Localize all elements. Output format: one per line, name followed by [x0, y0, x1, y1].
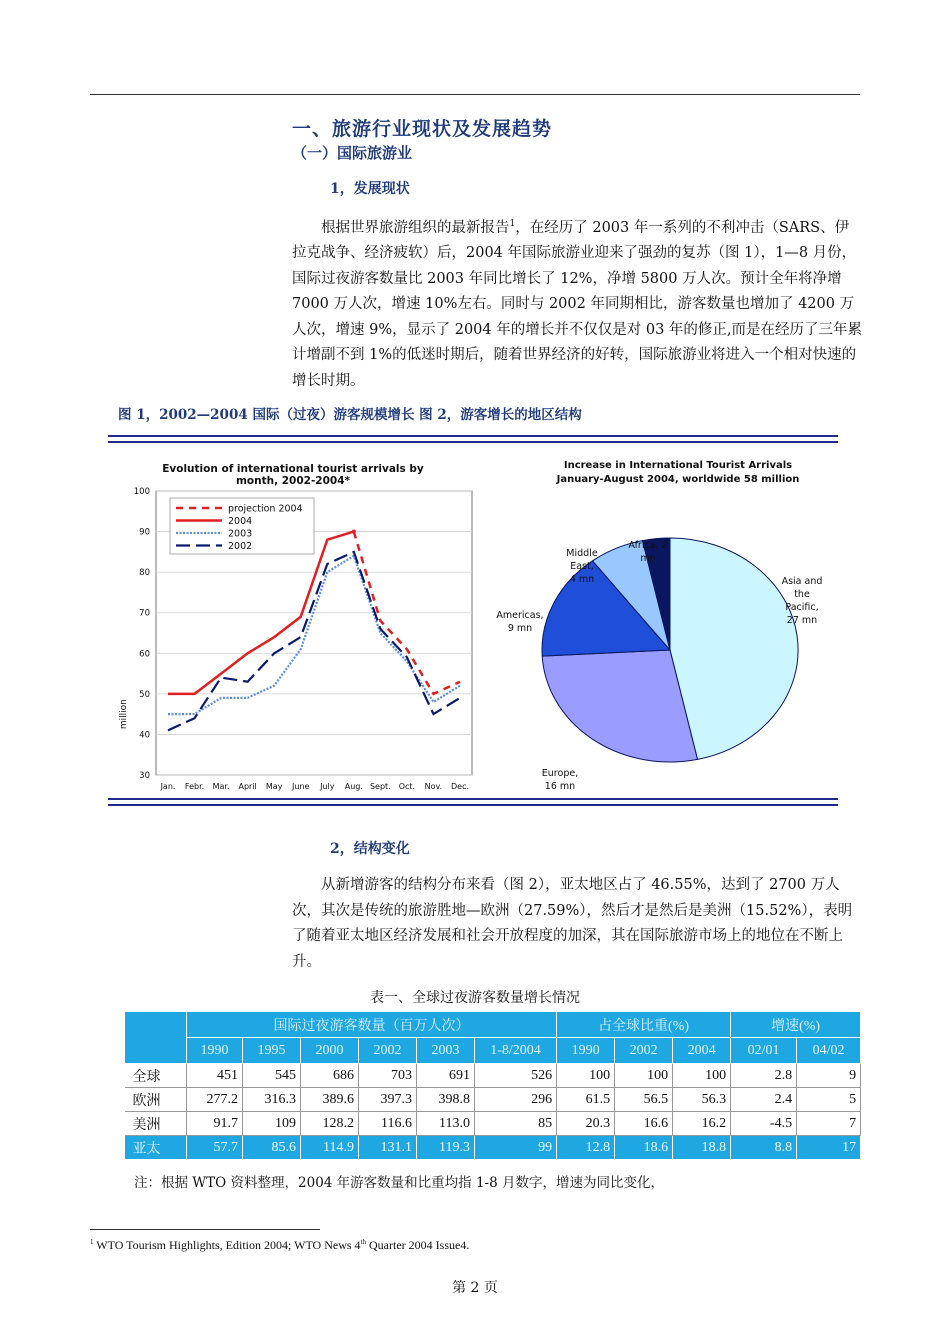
sub-header-cell: 2002: [359, 1038, 417, 1064]
table-cell: 20.3: [557, 1112, 615, 1136]
group-header-arrivals: 国际过夜游客数量（百万人次）: [187, 1012, 557, 1038]
table-cell: 57.7: [187, 1136, 243, 1160]
pie-slice-label: Asia and the Pacific, 27 mn: [781, 576, 823, 626]
table-row: [125, 1064, 861, 1088]
y-tick-label: 80: [139, 568, 150, 579]
table-cell: 691: [417, 1064, 475, 1088]
pie-chart: [496, 460, 822, 792]
charts-svg: [108, 452, 838, 797]
table-cell: 114.9: [301, 1136, 359, 1160]
pie-slice-label: Middle East, 4 mn: [566, 548, 598, 585]
table-cell: 18.8: [673, 1136, 731, 1160]
table-cell: 686: [301, 1064, 359, 1088]
table-cell: 5: [797, 1088, 861, 1112]
table-row: [125, 1088, 861, 1112]
table-corner-cell: [125, 1012, 187, 1064]
table-cell: 8.8: [731, 1136, 797, 1160]
sub-header-cell: 1-8/2004: [475, 1038, 557, 1064]
sub-header-cell: 2000: [301, 1038, 359, 1064]
table-cell: 61.5: [557, 1088, 615, 1112]
x-tick-label: July: [320, 782, 335, 791]
table-cell: 99: [475, 1136, 557, 1160]
table-group-header-row: [125, 1012, 861, 1038]
table-cell: 451: [187, 1064, 243, 1088]
table-cell: 9: [797, 1064, 861, 1088]
heading-structure-change: 2，结构变化: [330, 841, 410, 857]
table-cell: 296: [475, 1088, 557, 1112]
y-tick-label: 60: [139, 649, 150, 660]
table-cell: 91.7: [187, 1112, 243, 1136]
table-cell: 17: [797, 1136, 861, 1160]
footnote: $^1$ WTO Tourism Highlights, Edition 2004; WTO News 4th Quarter 2004 Issue4.: [90, 1238, 470, 1252]
y-tick-label: 90: [139, 527, 150, 538]
line-chart-title: Evolution of international tourist arrivals by month, 2002-2004*: [162, 463, 424, 487]
paragraph-development: 根据世界旅游组织的最新报告$^1$，在经历了 2003 年一系列的不利冲击（SARS、伊拉克战争、经济疲软）后，2004 年国际旅游业迎来了强劲的复苏（图 1），1—8 月份，国际过夜游客数量比 2003 年同比增长了 12%，净增 5800 万人次。预计全年将净增 7000 万人次，增速 10%左右。同时与 2002 年同期相比，游客数量也增加了 4200 万人次，增速 9%，显示了 2004 年的增长并不仅仅是对 03 年的修正,而是在经历了三年累计增副不到 1%的低迷时期后，随着世界经济的好转，国际旅游业将进入一个相对快速的增长时期。: [292, 219, 863, 389]
legend-label: projection 2004: [228, 503, 303, 515]
group-header-share: 占全球比重(%): [557, 1012, 731, 1038]
line-chart: [119, 463, 472, 791]
table-cell: 2.4: [731, 1088, 797, 1112]
sub-header-cell: 1990: [557, 1038, 615, 1064]
table-cell: 116.6: [359, 1112, 417, 1136]
x-tick-label: Dec.: [450, 782, 470, 791]
figure-bottom-band-2: [108, 804, 838, 806]
table-cell: 12.8: [557, 1136, 615, 1160]
y-tick-label: 30: [139, 771, 150, 781]
figures: [108, 452, 838, 801]
table-cell: 277.2: [187, 1088, 243, 1112]
table-row: [125, 1136, 861, 1160]
paragraph-structure: 从新增游客的结构分布来看（图 2），亚太地区占了 46.55%，达到了 2700 万人次，其次是传统的旅游胜地—欧洲（27.59%），然后才是然后是美洲（15.52%），表明了随着亚太地区经济发展和社会开放程度的加深，其在国际旅游市场上的地位在不断上升。: [292, 877, 853, 970]
section-title: 一、旅游行业现状及发展趋势: [292, 118, 553, 140]
y-tick-label: 100: [133, 487, 150, 497]
x-tick-label: Mar.: [212, 782, 230, 791]
legend-label: 2002: [228, 541, 253, 552]
table-cell: 703: [359, 1064, 417, 1088]
x-tick-label: Aug.: [344, 782, 363, 791]
x-tick-label: Jan.: [160, 782, 176, 791]
page-number: 第 2 页: [452, 1280, 498, 1296]
pie-chart-title: Increase in International Tourist Arrivals January-August 2004, worldwide 58 million: [556, 460, 800, 485]
sub-header-cell: 1990: [187, 1038, 243, 1064]
table-cell: 56.5: [615, 1088, 673, 1112]
row-label: 亚太: [125, 1136, 187, 1160]
pie-slice: [542, 650, 697, 762]
sub-header-cell: 2004: [673, 1038, 731, 1064]
figure-top-band-2: [108, 441, 838, 443]
table-cell: 398.8: [417, 1088, 475, 1112]
table-cell: 2.8: [731, 1064, 797, 1088]
pie-slice-label: Europe, 16 mn: [541, 768, 579, 792]
table-cell: 545: [243, 1064, 301, 1088]
pie-slice-label: Americas, 9 mn: [496, 610, 544, 634]
table-cell: 16.6: [615, 1112, 673, 1136]
row-label: 美洲: [125, 1112, 187, 1136]
heading-development-status: 1，发展现状: [330, 181, 410, 197]
subsection-title: （一）国际旅游业: [292, 144, 413, 162]
sub-header-cell: 2003: [417, 1038, 475, 1064]
header-rule: [90, 94, 860, 95]
table-cell: 7: [797, 1112, 861, 1136]
table-cell: 85: [475, 1112, 557, 1136]
x-tick-label: Oct.: [398, 782, 416, 791]
sub-header-cell: 04/02: [797, 1038, 861, 1064]
table-row: [125, 1112, 861, 1136]
y-tick-label: 50: [139, 689, 150, 700]
sub-header-cell: 02/01: [731, 1038, 797, 1064]
table-cell: 131.1: [359, 1136, 417, 1160]
table-cell: 100: [673, 1064, 731, 1088]
sub-header-cell: 1995: [243, 1038, 301, 1064]
figure-caption: 图 1，2002—2004 国际（过夜）游客规模增长 图 2，游客增长的地区结构: [118, 407, 582, 423]
arrivals-table: [124, 1011, 861, 1160]
x-tick-label: April: [238, 782, 257, 791]
footnote-rule: [90, 1229, 320, 1230]
table-cell: 100: [615, 1064, 673, 1088]
table-cell: 109: [243, 1112, 301, 1136]
table-sub-header-row: [125, 1038, 861, 1064]
group-header-growth: 增速(%): [731, 1012, 861, 1038]
x-tick-label: May: [265, 782, 283, 791]
table-cell: 18.6: [615, 1136, 673, 1160]
figure-top-band: [108, 435, 838, 437]
table-cell: 526: [475, 1064, 557, 1088]
table-cell: 128.2: [301, 1112, 359, 1136]
footnote-ref: 1: [509, 219, 516, 229]
x-tick-label: Febr.: [184, 782, 205, 791]
legend-label: 2003: [228, 528, 253, 540]
sub-header-cell: 2002: [615, 1038, 673, 1064]
table-cell: 119.3: [417, 1136, 475, 1160]
x-tick-label: Nov.: [424, 782, 443, 791]
table-cell: 397.3: [359, 1088, 417, 1112]
table-cell: 100: [557, 1064, 615, 1088]
table-note: 注：根据 WTO 资料整理，2004 年游客数量和比重均指 1-8 月数字，增速为同比变化，: [134, 1175, 664, 1191]
table-cell: 389.6: [301, 1088, 359, 1112]
pie-slice-label: Africa, 2 mn: [628, 540, 668, 564]
table-caption: 表一、全球过夜游客数量增长情况: [370, 990, 580, 1006]
y-tick-label: 70: [139, 608, 150, 619]
table-cell: -4.5: [731, 1112, 797, 1136]
table-cell: 316.3: [243, 1088, 301, 1112]
y-axis-label: million: [119, 699, 129, 730]
table-cell: 16.2: [673, 1112, 731, 1136]
legend-label: 2004: [228, 516, 253, 527]
table-cell: 85.6: [243, 1136, 301, 1160]
y-tick-label: 40: [139, 730, 150, 741]
table-cell: 113.0: [417, 1112, 475, 1136]
table-cell: 56.3: [673, 1088, 731, 1112]
x-tick-label: Sept.: [369, 782, 391, 791]
x-tick-label: June: [292, 782, 310, 791]
series-point: [352, 530, 356, 534]
row-label: 欧洲: [125, 1088, 187, 1112]
row-label: 全球: [125, 1064, 187, 1088]
